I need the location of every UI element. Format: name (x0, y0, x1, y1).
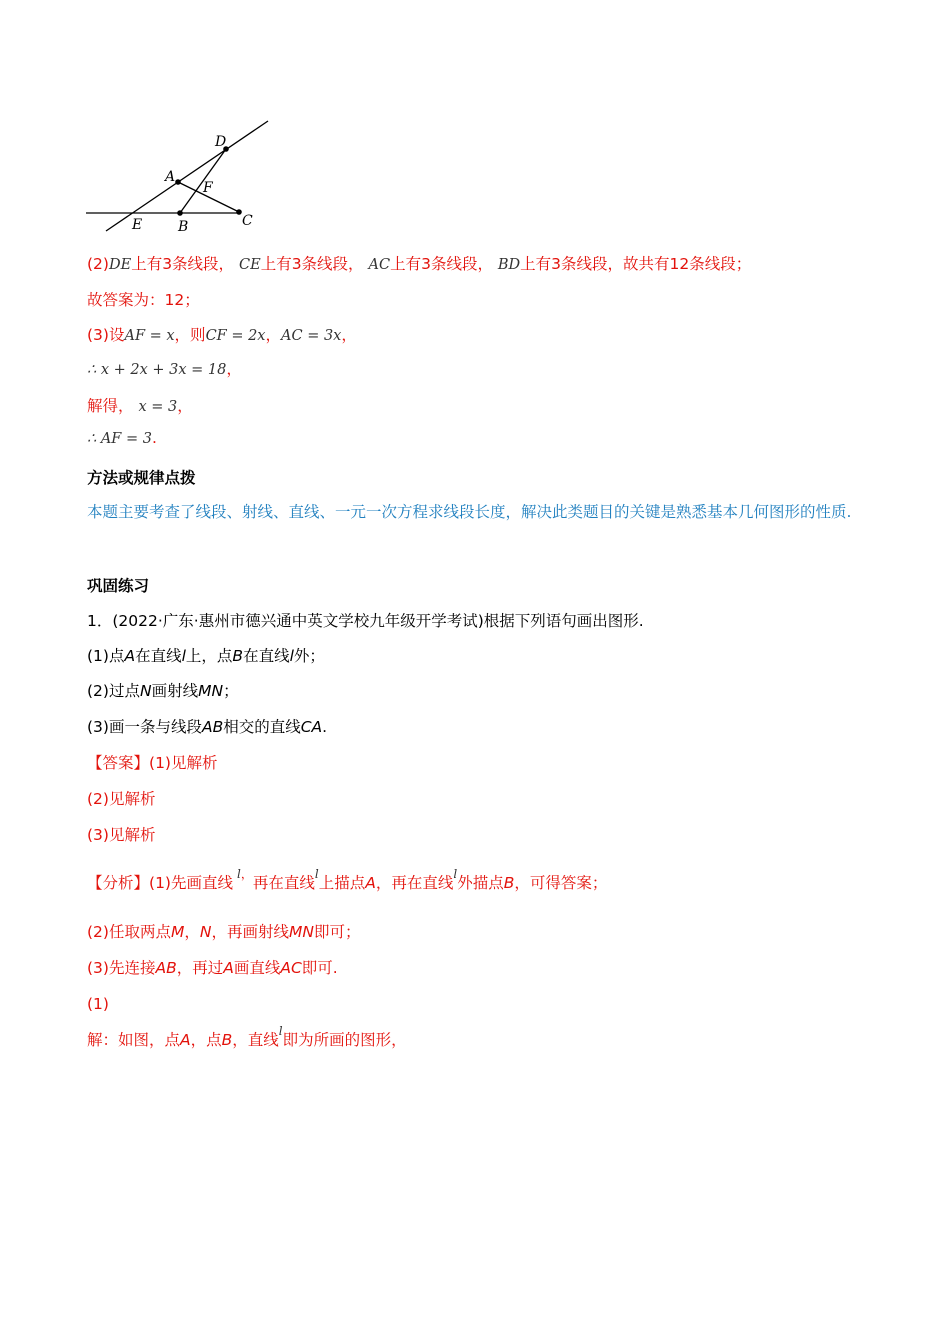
part2-text4: 上有3条线段，故共有12条线段； (520, 255, 752, 273)
answer-3: (3)见解析 (87, 826, 156, 844)
part2-text2: 上有3条线段， (260, 255, 364, 273)
part3-line3 (87, 395, 193, 418)
analysis-point-a: A (365, 874, 376, 892)
question-item-3 (87, 716, 327, 738)
answer-1: (1)见解析 (149, 754, 218, 772)
sol-line-l: l (278, 1024, 283, 1038)
q1-line-l2: l (289, 647, 294, 665)
analysis-s1-f: ，可得答案； (514, 874, 608, 892)
q3-a: (3)画一条与线段 (87, 718, 202, 736)
analysis-s3-c: 画直线 (233, 959, 281, 977)
part3-label: (3)设 (87, 326, 125, 344)
analysis-line-l2: l (314, 867, 319, 881)
analysis-line-l3: l (453, 867, 458, 881)
analysis-seg-ab: AB (155, 959, 177, 977)
analysis-ray-mn: MN (288, 923, 314, 941)
part3-line1 (87, 324, 357, 347)
eq-af-3: ∴ AF = 3 (87, 431, 152, 447)
q1-point-b: B (232, 647, 244, 665)
eq-ac-3x: AC = 3x (281, 328, 342, 344)
q1-b: 在直线 (135, 647, 182, 665)
analysis-s1-d: ，再在直线 (375, 874, 454, 892)
q3-b: 相交的直线 (223, 718, 301, 736)
answer-2: (2)见解析 (87, 790, 156, 808)
part3-line4 (87, 427, 157, 450)
q2-a: (2)过点 (87, 682, 140, 700)
analysis-part1-label: (1) (87, 995, 109, 1013)
analysis-s1-a: (1)先画直线 (149, 874, 233, 892)
analysis-s2-a: (2)任取两点 (87, 923, 171, 941)
seg-bd: BD (497, 257, 521, 273)
q1-c: 上，点 (185, 647, 233, 665)
analysis-line-ac: AC (280, 959, 302, 977)
analysis-s1-b: 再在直线 (252, 874, 315, 892)
question-title: 1．(2022·广东·惠州市德兴通中英文学校九年级开学考试)根据下列语句画出图形. (87, 612, 644, 630)
analysis-tag: 【分析】 (87, 874, 150, 892)
sol-d: 即为所画的图形， (282, 1031, 407, 1049)
part3-comma: ， (265, 326, 282, 344)
point-A-dot (175, 179, 181, 185)
analysis-s3-b: ，再过 (176, 959, 224, 977)
part2-text3: 上有3条线段， (390, 255, 493, 273)
sol-point-a: A (180, 1031, 191, 1049)
method-heading: 方法或规律点拨 (87, 469, 196, 487)
answer-line: 故答案为：12； (87, 291, 200, 309)
part3-end3: ， (177, 397, 193, 415)
sol-point-b: B (221, 1031, 233, 1049)
analysis-s2-c: 即可； (313, 923, 361, 941)
answer-tag: 【答案】 (87, 754, 150, 772)
label-C: C (242, 213, 253, 229)
analysis-line-2 (87, 921, 360, 943)
analysis-s3-point-a: A (223, 959, 234, 977)
sol-b: ，点 (190, 1031, 222, 1049)
solve-label: 解得， (87, 397, 134, 415)
part2-line (87, 253, 751, 276)
q3-line-ca: CA (300, 718, 323, 736)
q1-d: 在直线 (243, 647, 290, 665)
part2-text1: 上有3条线段， (131, 255, 235, 273)
q1-e: 外； (293, 647, 325, 665)
q2-point-n: N (139, 682, 152, 700)
seg-ac: AC (368, 257, 391, 273)
question-item-2 (87, 680, 239, 702)
analysis-line-l: l (236, 867, 241, 881)
geometry-figure (80, 115, 280, 235)
part3-then: ，则 (174, 326, 206, 344)
part3-end2: ， (226, 360, 242, 378)
part3-end4: . (151, 429, 157, 447)
point-C-dot (236, 209, 242, 215)
q2-b: 画射线 (151, 682, 199, 700)
sol-c: ，直线 (232, 1031, 279, 1049)
analysis-s1-comma: ， (240, 867, 253, 881)
part3-end: ， (341, 326, 357, 344)
eq-sum: ∴ x + 2x + 3x = 18 (87, 362, 227, 378)
q1-line-l: l (181, 647, 186, 665)
question-item-1 (87, 645, 325, 667)
label-B: B (178, 219, 189, 235)
seg-de: DE (108, 257, 132, 273)
q2-c: ； (223, 682, 239, 700)
analysis-s1-e: 外描点 (457, 874, 504, 892)
analysis-line-3 (87, 957, 338, 979)
analysis-point-n: N (199, 923, 212, 941)
eq-af-x: AF = x (124, 328, 175, 344)
label-A: A (165, 169, 176, 185)
q2-ray-mn: MN (198, 682, 224, 700)
analysis-point-b: B (503, 874, 515, 892)
label-E: E (132, 217, 143, 233)
analysis-s2-sep: ， (184, 923, 200, 941)
solution-line (87, 1024, 407, 1052)
seg-ce: CE (239, 257, 261, 273)
q3-seg-ab: AB (201, 718, 224, 736)
label-F: F (203, 180, 213, 196)
label-D: D (215, 134, 227, 150)
q1-point-a: A (124, 647, 136, 665)
q3-c: . (322, 718, 328, 736)
analysis-point-m: M (170, 923, 185, 941)
analysis-s3-d: 即可. (301, 959, 338, 977)
method-text: 本题主要考查了线段、射线、直线、一元一次方程求线段长度，解决此类题目的关键是熟悉基本几何图形的性质. (87, 503, 852, 521)
analysis-s2-b: ，再画射线 (211, 923, 289, 941)
practice-heading: 巩固练习 (87, 577, 150, 595)
eq-x-3: x = 3 (138, 399, 178, 415)
analysis-s1-c: 上描点 (318, 874, 366, 892)
part3-line2 (87, 358, 242, 381)
part2-label: (2) (87, 255, 109, 273)
answer-block-1 (87, 752, 217, 774)
q1-a: (1)点 (87, 647, 125, 665)
sol-a: 解：如图，点 (87, 1031, 181, 1049)
analysis-line-1 (87, 867, 608, 895)
eq-cf-2x: CF = 2x (205, 328, 266, 344)
analysis-s3-a: (3)先连接 (87, 959, 156, 977)
point-B-dot (177, 210, 183, 216)
